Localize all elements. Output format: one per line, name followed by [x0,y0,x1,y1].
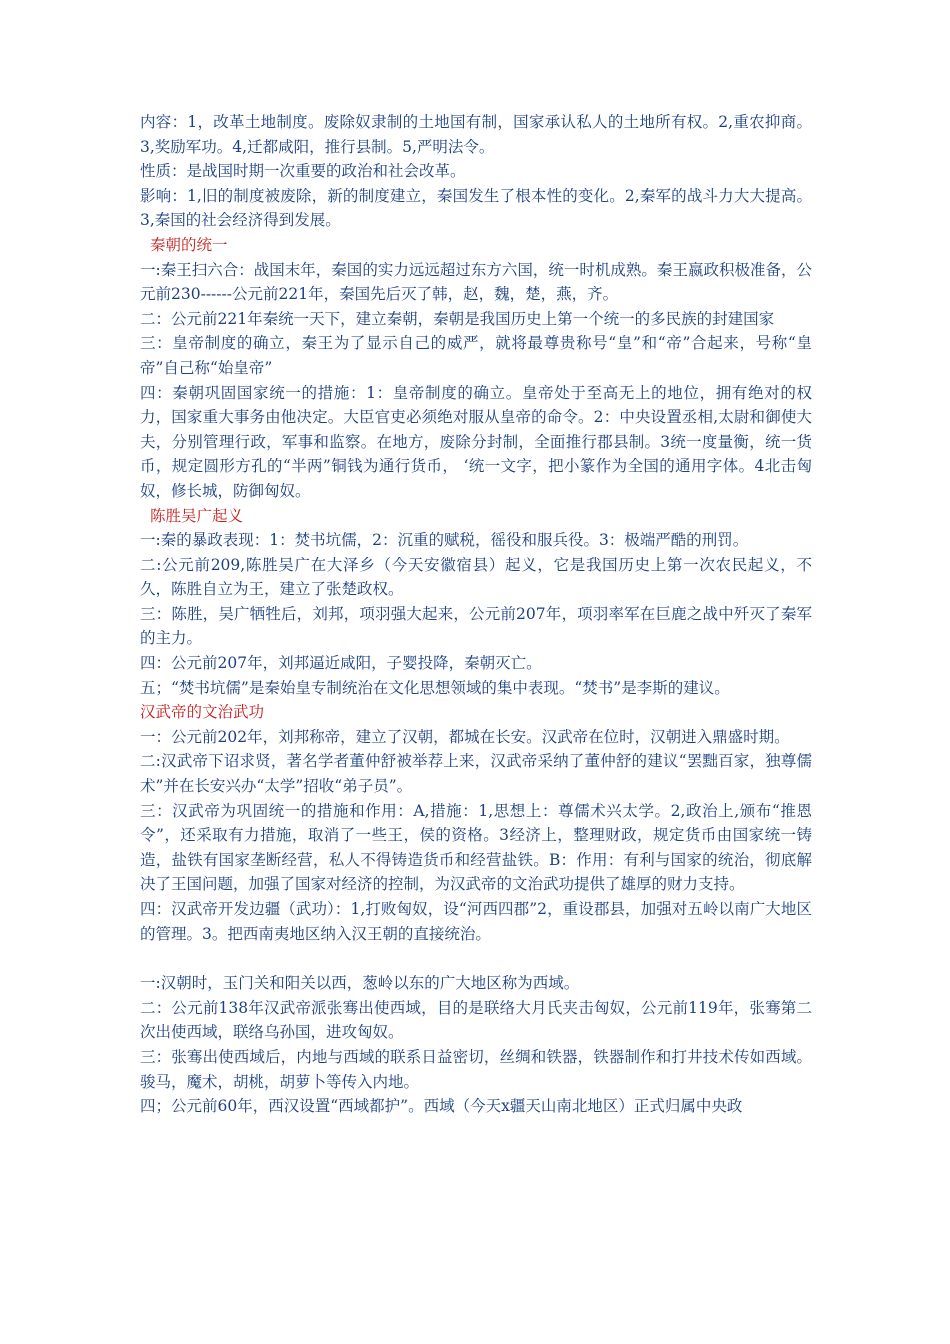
paragraph: 三：陈胜，吴广牺牲后，刘邦，项羽强大起来，公元前207年，项羽率军在巨鹿之战中歼灭了秦军的主力。 [140,604,812,648]
paragraph: 三：汉武帝为巩固统一的措施和作用：A,措施：1,思想上：尊儒术兴太学。2,政治上,颁布“推恩令”，还采取有力措施，取消了一些王，侯的资格。3经济上，整理财政，规定货币由国家统一铸造，盐铁有国家垄断经营，私人不得铸造货币和经营盐铁。B：作用：有利与国家的统治，彻底解决了王国问题，加强了国家对经济的控制，为汉武帝的文治武功提供了雄厚的财力支持。 [140,801,812,894]
section-heading: 陈胜吴广起义 [150,506,244,525]
paragraph: 二:汉武帝下诏求贤，著名学者董仲舒被举荐上来，汉武帝采纳了董仲舒的建议“罢黜百家，独尊儒术”并在长安兴办“太学”招收“弟子员”。 [140,752,812,796]
paragraph: 一:秦王扫六合：战国末年，秦国的实力远远超过东方六国，统一时机成熟。秦王嬴政积极准备，公元前230------公元前221年，秦国先后灭了韩，赵，魏，楚，燕，齐。 [140,260,812,304]
section-heading: 秦朝的统一 [150,235,228,254]
paragraph: 五；“焚书坑儒”是秦始皇专制统治在文化思想领域的集中表现。“焚书”是李斯的建议。 [140,678,730,697]
paragraph: 四：秦朝巩固国家统一的措施：1：皇帝制度的确立。皇帝处于至高无上的地位，拥有绝对的权力，国家重大事务由他决定。大臣官吏必须绝对服从皇帝的命令。2：中央设置丞相,太尉和御使大夫，分别管理行政，军事和监察。在地方，废除分封制，全面推行郡县制。3统一度量衡，统一货币，规定圆形方孔的“半两”铜钱为通行货币， ‘统一文字，把小篆作为全国的通用字体。4北击匈奴，修长城，防御匈奴。 [140,383,812,500]
paragraph: 二:公元前209,陈胜吴广在大泽乡（今天安徽宿县）起义，它是我国历史上第一次农民起义，不久，陈胜自立为王，建立了张楚政权。 [140,555,812,599]
paragraph: 内容：1，改革土地制度。废除奴隶制的土地国有制，国家承认私人的土地所有权。2,重农抑商。3,奖励军功。4,迁都咸阳，推行县制。5,严明法令。 [140,113,812,156]
paragraph: 二：公元前138年汉武帝派张骞出使西域，目的是联络大月氏夹击匈奴，公元前119年，张骞第二次出使西域，联络乌孙国，进攻匈奴。 [140,998,812,1042]
paragraph: 一:秦的暴政表现：1：焚书坑儒，2：沉重的赋税，徭役和服兵役。3：极端严酷的刑罚。 [140,531,749,550]
paragraph: 三：皇帝制度的确立，秦王为了显示自己的威严，就将最尊贵称号“皇”和“帝”合起来，号称“皇帝”自己称“始皇帝” [140,334,812,377]
section-heading: 汉武帝的文治武功 [140,703,265,722]
paragraph: 性质：是战国时期一次重要的政治和社会改革。 [140,162,466,181]
paragraph: 四：汉武帝开发边疆（武功）：1,打败匈奴，设“河西四郡”2，重设郡县，加强对五岭以南广大地区的管理。3。把西南夷地区纳入汉王朝的直接统治。 [140,900,812,943]
paragraph: 影响：1,旧的制度被废除，新的制度建立，秦国发生了根本性的变化。2,秦军的战斗力大大提高。3,秦国的社会经济得到发展。 [140,186,812,230]
blank-line [140,946,812,971]
paragraph: 一：公元前202年，刘邦称帝，建立了汉朝，都城在长安。汉武帝在位时，汉朝进入鼎盛时期。 [140,727,790,746]
paragraph: 一:汉朝时，玉门关和阳关以西，葱岭以东的广大地区称为西域。 [140,974,580,993]
document-page [140,110,812,1119]
paragraph: 四：公元前207年，刘邦逼近咸阳，子婴投降，秦朝灭亡。 [140,654,542,673]
paragraph: 三：张骞出使西域后，内地与西域的联系日益密切，丝绸和铁器，铁器制作和打井技术传如西域。骏马，魔术，胡桃，胡萝卜等传入内地。 [140,1047,812,1091]
paragraph: 二：公元前221年秦统一天下，建立秦朝，秦朝是我国历史上第一个统一的多民族的封建国家 [140,309,775,328]
paragraph: 四；公元前60年，西汉设置“西域都护”。西域（今天x疆天山南北地区）正式归属中央政 [140,1097,743,1116]
